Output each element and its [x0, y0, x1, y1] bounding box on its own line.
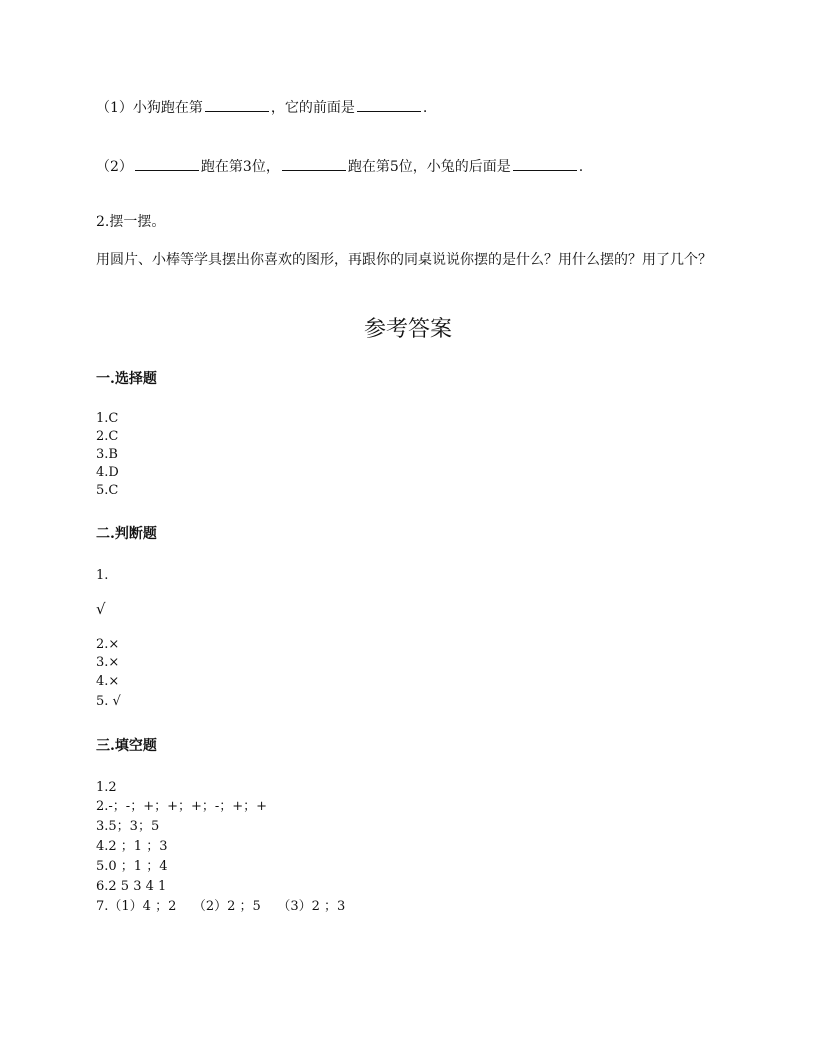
q2-text2: 跑在第5位，小兔的后面是 — [347, 159, 511, 175]
answer-item: 3.B — [96, 447, 118, 462]
q2-prefix: （2） — [96, 159, 133, 175]
section-2-heading: 二.判断题 — [96, 526, 157, 542]
answer-item: 4.× — [96, 674, 120, 689]
answer-item: 3.× — [96, 655, 120, 670]
answer-blank — [513, 157, 577, 171]
question-1-part-2 — [96, 157, 583, 176]
answer-item: 4.2 ；1 ；3 — [96, 839, 168, 854]
answer-item: 2.× — [96, 637, 120, 652]
q2-suffix: . — [578, 159, 584, 175]
q1-prefix: （1）小狗跑在第 — [96, 100, 203, 116]
section-1-heading: 一.选择题 — [96, 371, 157, 387]
answer-item: 5.C — [96, 483, 119, 498]
answers-title: 参考答案 — [363, 317, 452, 342]
check-mark: √ — [96, 600, 106, 618]
answer-item: 4.D — [96, 465, 119, 480]
section-3-heading: 三.填空题 — [96, 738, 157, 754]
answer-item: 6.2 5 3 4 1 — [96, 879, 167, 894]
answer-item: 1.2 — [96, 780, 117, 795]
answer-item: 1.C — [96, 411, 119, 426]
answer-blank — [357, 98, 421, 112]
q1-suffix: . — [422, 100, 428, 116]
answer-item: 2.C — [96, 429, 119, 444]
answer-item: 5.0 ；1 ；4 — [96, 859, 168, 874]
question-2-body: 用圆片、小棒等学具摆出你喜欢的图形，再跟你的同桌说说你摆的是什么？用什么摆的？用了几个？ — [96, 252, 712, 268]
question-2-heading: 2.摆一摆。 — [96, 214, 166, 230]
answer-blank — [135, 157, 199, 171]
answer-blank — [205, 98, 269, 112]
answer-item: 3.5；3；5 — [96, 819, 160, 834]
answer-item: 2.-；-；+；+；+；-；+；+ — [96, 799, 268, 814]
answer-item: 7.（1）4 ；2 （2）2 ；5 （3）2 ；3 — [96, 899, 346, 914]
answer-item: 1. — [96, 568, 109, 583]
q2-text1: 跑在第3位， — [200, 159, 280, 175]
answer-blank — [282, 157, 346, 171]
question-1-part-1 — [96, 98, 427, 117]
q1-mid: ，它的前面是 — [270, 100, 355, 116]
answer-item: 5. √ — [96, 694, 121, 709]
